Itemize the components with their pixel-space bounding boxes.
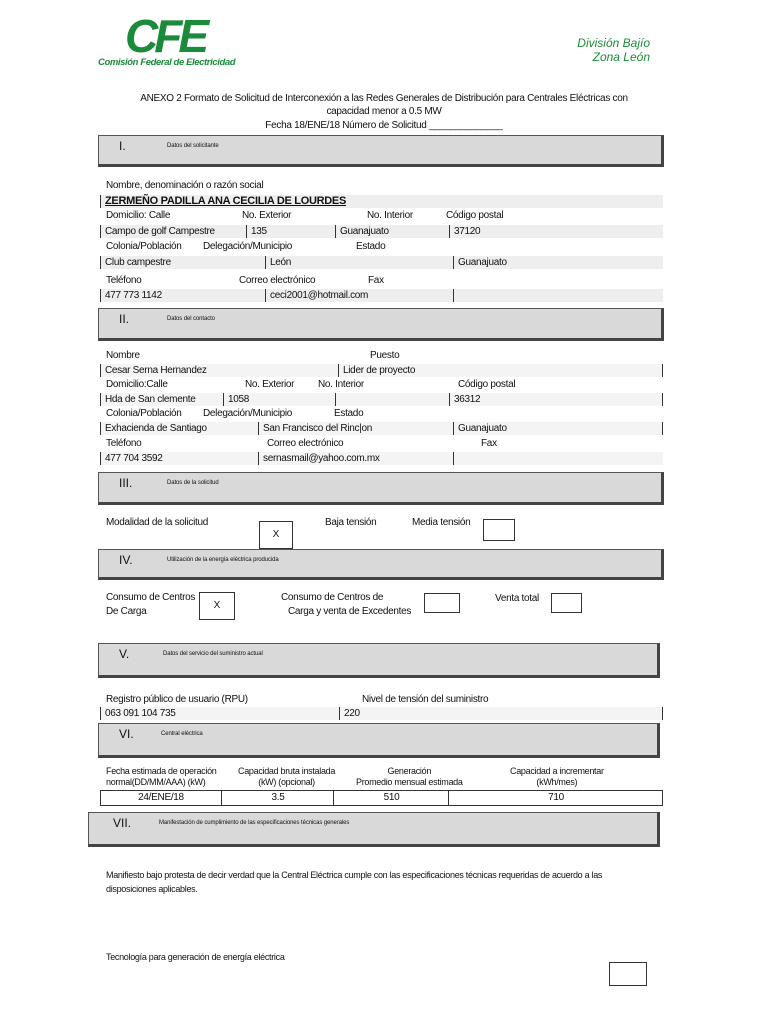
plant-header-2 [238,766,335,788]
section-number: II. [119,312,130,326]
section-bar-4 [98,549,664,580]
section-label: Central eléctrica [161,731,203,737]
applicant-colonia: Club campestre [105,257,171,268]
plant-header-2-line1: Capacidad bruta instalada [238,766,336,776]
plant-header-3-line1: Generación [387,766,432,776]
supply-voltage: 220 [339,707,360,720]
contact-name: Cesar Serna Hernandez [105,365,207,376]
section-label: Datos del servicio del suministro actual [163,651,263,657]
section-number: VI. [119,727,134,741]
contact-ext: 1058 [223,393,249,406]
usage-option1-checkbox[interactable]: X [199,592,235,620]
technology-label: Tecnología para generación de energía eléctrica [106,952,285,962]
contact-fax-cell [453,452,458,465]
lbl-contact-position: Puesto [370,350,400,361]
lbl-contact-colonia: Colonia/Población [106,408,182,419]
section-label: Datos de la solicitud [167,480,219,486]
lbl-fax: Fax [368,275,384,286]
lbl-colonia: Colonia/Población [106,241,182,252]
plant-date: 24/ENE/18 [138,792,184,803]
medium-voltage-label: Media tensión [412,517,471,528]
section-number: I. [119,139,126,153]
lbl-contact-estado: Estado [334,408,364,419]
section-bar-6 [98,723,660,758]
contact-contact-row [100,452,663,465]
applicant-int: Guanajuato [335,225,389,238]
row-end-line [662,422,663,435]
cfe-logo-text: CFE [125,12,205,60]
logo-subtitle: Comisión Federal de Electricidad [98,57,236,68]
usage-option2-line2: Carga y venta de Excedentes [288,606,412,617]
usage-option2-checkbox[interactable] [424,593,460,613]
usage-option2-line1: Consumo de Centros de [281,592,384,603]
section-bar-7 [88,812,660,847]
section-bar-1 [98,135,664,167]
medium-voltage-checkbox[interactable] [483,519,515,541]
contact-int [335,393,340,406]
contact-email: sernasmail@yahoo.com.mx [258,452,380,465]
applicant-deleg: León [265,256,291,269]
lbl-ext: No. Exterior [242,210,292,221]
applicant-name-label: Nombre, denominación o razón social [106,180,264,191]
form-title-line2: capacidad menor a 0.5 MW [326,106,442,117]
compliance-text-line1: Manifiesto bajo protesta de decir verdad que la Central Eléctrica cumple con las especificaciones técnicas requeridas de acuerdo a las [106,870,603,880]
lbl-zip: Código postal [446,210,504,221]
section-label: Datos del contacto [167,316,215,322]
modality-label: Modalidad de la solicitud [106,517,209,528]
contact-colonia: Exhacienda de Santiago [105,423,207,434]
lbl-contact-deleg: Delegación/Municipio [203,408,293,419]
lbl-contact-fax: Fax [481,438,497,449]
row-end-line [662,364,663,377]
usage-option1-line2: De Carga [106,606,147,617]
usage-option1-line1: Consumo de Centros [106,592,196,603]
section-number: V. [119,647,130,661]
plant-header-1-line2: normal(DD/MM/AAA) (kW) [106,777,206,787]
lbl-street: Domicilio: Calle [106,210,171,221]
section-label: Utilización de la energía eléctrica producida [167,557,279,563]
section-number: III. [119,476,133,490]
lbl-int: No. Interior [367,210,413,221]
plant-header-1 [106,766,216,788]
contact-address-row [100,393,663,406]
section-bar-5 [98,643,660,678]
plant-header-1-line1: Fecha estimada de operación [106,766,217,776]
lbl-contact-street: Domicilio:Calle [106,379,168,390]
usage-option3-label: Venta total [495,593,539,604]
applicant-street: Campo de golf Campestre [105,226,215,237]
applicant-phone: 477 773 1142 [105,290,162,301]
applicant-contact-row [100,289,663,302]
row-end-line [662,707,663,720]
section-label: Manifestación de cumplimiento de las especificaciones técnicas generales [159,820,350,826]
applicant-location-row [100,256,663,269]
lbl-voltage: Nivel de tensión del suministro [362,694,489,705]
applicant-name: ZERMEÑO PADILLA ANA CECILIA DE LOURDES [105,195,346,207]
contact-location-row [100,422,663,435]
applicant-ext: 135 [246,225,267,238]
contact-deleg: San Francisco del Rinc|on [258,422,372,435]
applicant-address-row [100,225,663,238]
lbl-deleg: Delegación/Municipio [203,241,293,252]
lbl-email: Correo electrónico [239,275,316,286]
section-bar-2 [98,308,664,341]
applicant-email: ceci2001@hotmail.com [265,289,368,302]
compliance-text-line2: disposiciones aplicables. [106,884,198,894]
division-name: División Bajío [577,36,650,50]
lbl-contact-ext: No. Exterior [245,379,295,390]
usage-option3-checkbox[interactable] [551,593,582,613]
lbl-estado: Estado [356,241,386,252]
plant-header-2-line2: (kW) (opcional) [258,777,315,787]
applicant-fax [453,289,458,302]
plant-header-4-line1: Capacidad a incrementar [510,766,604,776]
zone-name: Zona León [592,50,650,64]
lbl-contact-zip: Código postal [458,379,516,390]
row-end-line [662,393,663,406]
section-number: VII. [113,816,132,830]
contact-position: Lider de proyecto [338,364,415,377]
contact-name-row [100,364,663,377]
supply-row [100,707,663,720]
low-voltage-label: Baja tensión [325,517,377,528]
contact-estado: Guanajuato [453,422,507,435]
plant-header-4-line2: (kWh/mes) [536,777,578,787]
lbl-contact-name: Nombre [106,350,140,361]
lbl-contact-email: Correo electrónico [267,438,344,449]
plant-header-4 [510,766,604,788]
low-voltage-checkbox[interactable]: X [259,521,293,549]
plant-capacity: 3.5 [221,791,334,805]
contact-street: Hda de San clemente [105,394,196,405]
lbl-contact-phone: Teléfono [106,438,142,449]
lbl-contact-int: No. Interior [318,379,364,390]
plant-header-3 [356,766,463,788]
cfe-logo [98,12,220,60]
supply-rpu: 063 091 104 735 [105,708,176,719]
section-number: IV. [119,553,133,567]
applicant-name-row [100,195,663,208]
contact-phone: 477 704 3592 [105,453,163,464]
contact-zip: 36312 [449,393,480,406]
plant-generation: 510 [333,791,449,805]
division-block [577,36,650,64]
lbl-rpu: Registro público de usuario (RPU) [106,694,248,705]
plant-header-3-line2: Promedio mensual estimada [356,777,463,787]
lbl-phone: Teléfono [106,275,142,286]
plant-increment: 710 [448,791,663,805]
section-bar-3 [98,472,664,505]
form-title-line1: ANEXO 2 Formato de Solicitud de Interconexión a las Redes Generales de Distribución para Centrales Eléctricas con [140,93,628,104]
applicant-estado: Guanajuato [453,256,507,269]
plant-values-row [100,790,663,806]
date-line: Fecha 18/ENE/18 Número de Solicitud ______________ [265,120,503,131]
section-label: Datos del solicitante [167,143,219,149]
technology-box[interactable] [609,962,647,986]
applicant-zip: 37120 [449,225,480,238]
